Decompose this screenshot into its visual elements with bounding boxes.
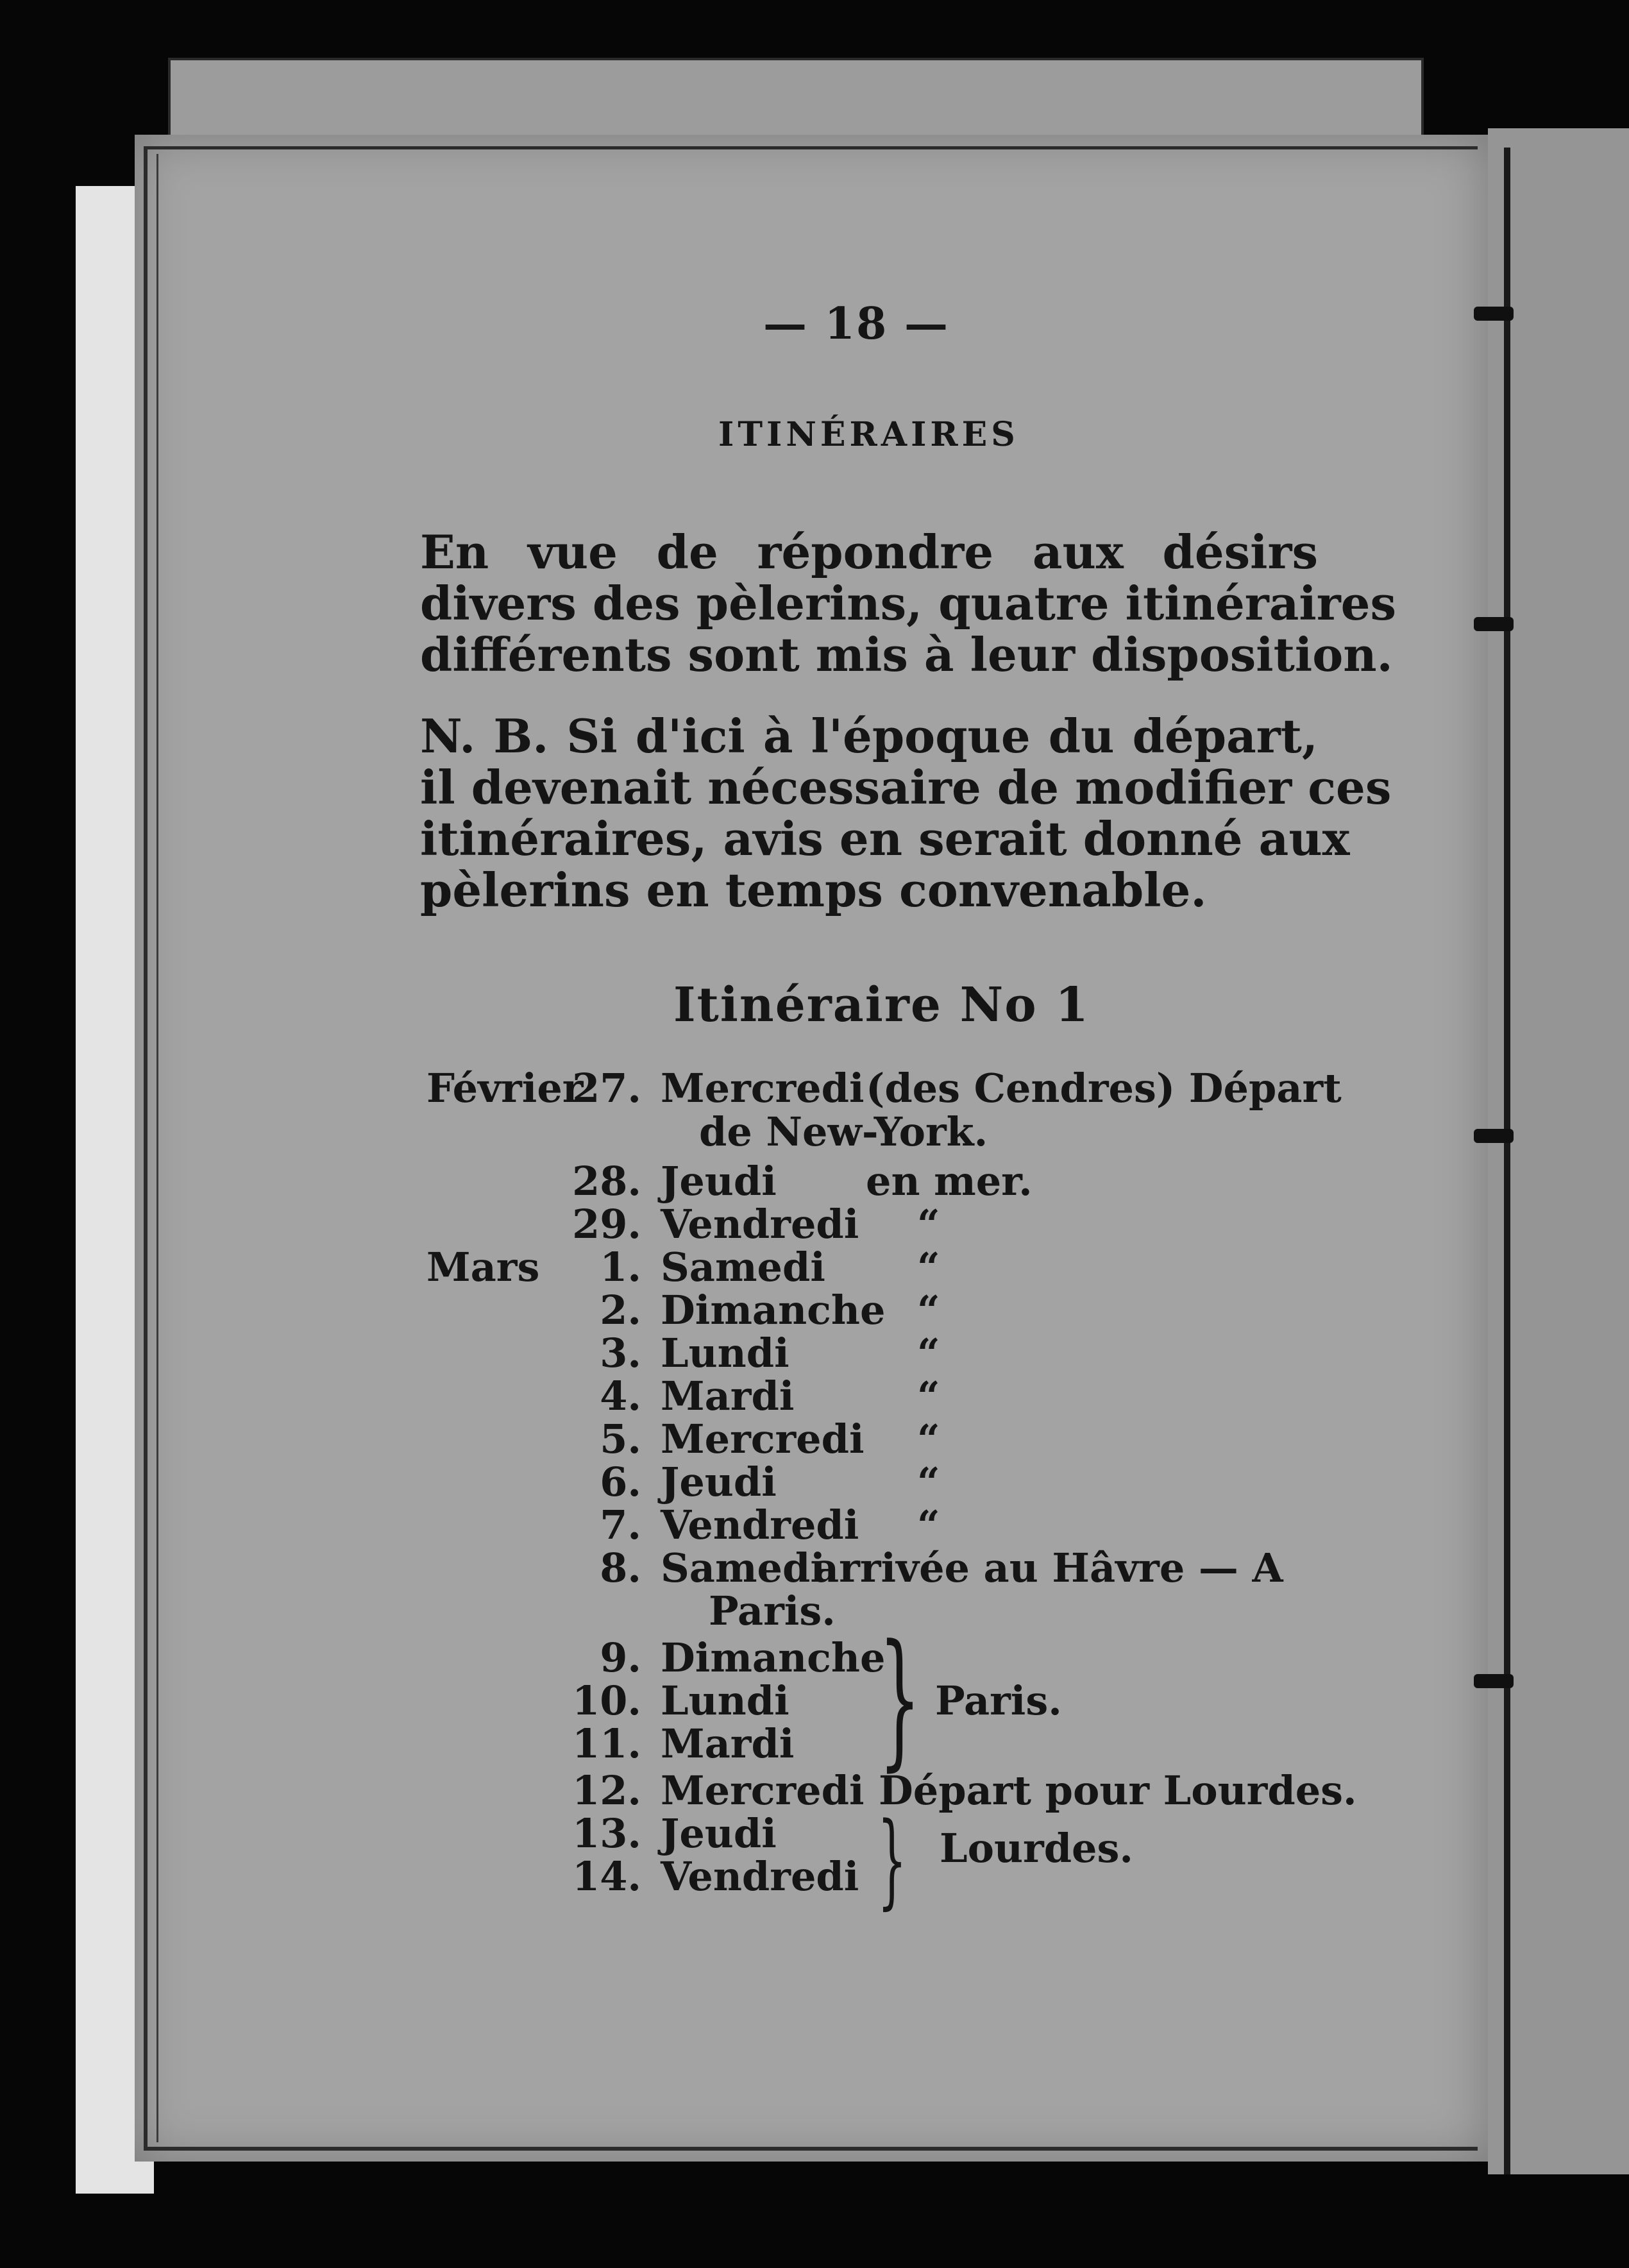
schedule-day: Dimanche [661,1287,886,1333]
schedule-date: 11. [572,1720,641,1767]
ditto-mark: “ [917,1330,940,1376]
paragraph-line: itinéraires, avis en serait donné aux [420,811,1350,866]
schedule-row [0,1244,1629,1289]
paragraph-line: En vue de répondre aux désirs [420,525,1318,579]
schedule-row [0,1373,1629,1418]
brace-icon: } [877,1800,907,1920]
brace-icon: } [879,1614,921,1785]
schedule-row [0,1502,1629,1546]
schedule-day: Mercredi [661,1416,865,1462]
schedule-day: Vendredi [661,1853,859,1900]
schedule-date: 13. [572,1810,641,1857]
back-sheet [168,58,1424,140]
ditto-mark: “ [917,1373,940,1419]
ditto-mark: “ [917,1201,940,1248]
schedule-note: arrivée au Hâvre — A [813,1544,1283,1591]
ditto-mark: “ [917,1416,940,1462]
paragraph-line: divers des pèlerins, quatre itinéraires [420,576,1396,630]
schedule-date: 28. [572,1158,641,1205]
paragraph-line: différents sont mis à leur disposition. [420,627,1393,682]
schedule-date: 5. [600,1416,641,1462]
schedule-date: 8. [600,1544,641,1591]
schedule-day: Jeudi [661,1459,777,1505]
schedule-day: Mardi [661,1373,795,1419]
ditto-mark: “ [917,1244,940,1291]
group-label-lourdes: Lourdes. [940,1825,1133,1872]
schedule-day: Lundi [661,1330,789,1376]
schedule-row [0,1459,1629,1503]
page-number: — 18 — [763,298,949,350]
group-label-paris: Paris. [935,1677,1062,1724]
schedule-day: Samedi [661,1544,825,1591]
schedule-date: 29. [572,1201,641,1248]
schedule-day: Jeudi [661,1810,777,1857]
schedule-row [0,1810,1629,1855]
schedule-row [0,1634,1629,1679]
schedule-row [0,1544,1629,1589]
paragraph-line: il devenait nécessaire de modifier ces [420,760,1392,815]
schedule-date: 6. [600,1459,641,1505]
binding-stitch [1474,617,1514,631]
ditto-mark: “ [917,1502,940,1548]
schedule-note-continued: Paris. [709,1587,836,1634]
schedule-month: Février [426,1065,584,1112]
schedule-day: Dimanche [661,1634,886,1681]
schedule-row [0,1201,1629,1246]
schedule-day: Samedi [661,1244,825,1291]
schedule-row [0,1287,1629,1332]
schedule-row [0,1767,1629,1812]
schedule-date: 27. [572,1065,641,1112]
schedule-day: Mercredi [661,1767,865,1814]
binding-stitch [1474,1129,1514,1143]
schedule-row [0,1416,1629,1460]
schedule-date: 7. [600,1502,641,1548]
schedule-date: 2. [600,1287,641,1333]
schedule-date: 3. [600,1330,641,1376]
schedule-row [0,1720,1629,1765]
schedule-row [0,1330,1629,1375]
schedule-note-continued: de New-York. [699,1108,988,1155]
schedule-date: 4. [600,1373,641,1419]
section-heading: ITINÉRAIRES [718,415,1019,454]
schedule-date: 14. [572,1853,641,1900]
schedule-day: Jeudi [661,1158,777,1205]
schedule-row [0,1065,1629,1110]
binding-stitch [1474,307,1514,321]
ditto-mark: “ [917,1287,940,1333]
schedule-date: 12. [572,1767,641,1814]
schedule-row [0,1158,1629,1203]
itinerary-title: Itinéraire No 1 [673,977,1090,1033]
schedule-day: Lundi [661,1677,789,1724]
schedule-day: Vendredi [661,1502,859,1548]
paragraph-line: N. B. Si d'ici à l'époque du départ, [420,709,1318,763]
schedule-month: Mars [426,1244,540,1291]
schedule-date: 1. [600,1244,641,1291]
schedule-note: en mer. [866,1158,1033,1205]
schedule-note: (des Cendres) Départ [866,1065,1342,1112]
schedule-date: 10. [572,1677,641,1724]
schedule-day: Mercredi [661,1065,865,1112]
paragraph-line: pèlerins en temps convenable. [420,863,1207,917]
schedule-row [0,1853,1629,1898]
schedule-note: Départ pour Lourdes. [879,1767,1357,1814]
schedule-date: 9. [600,1634,641,1681]
schedule-day: Vendredi [661,1201,859,1248]
schedule-row [0,1677,1629,1722]
schedule-day: Mardi [661,1720,795,1767]
ditto-mark: “ [917,1459,940,1505]
